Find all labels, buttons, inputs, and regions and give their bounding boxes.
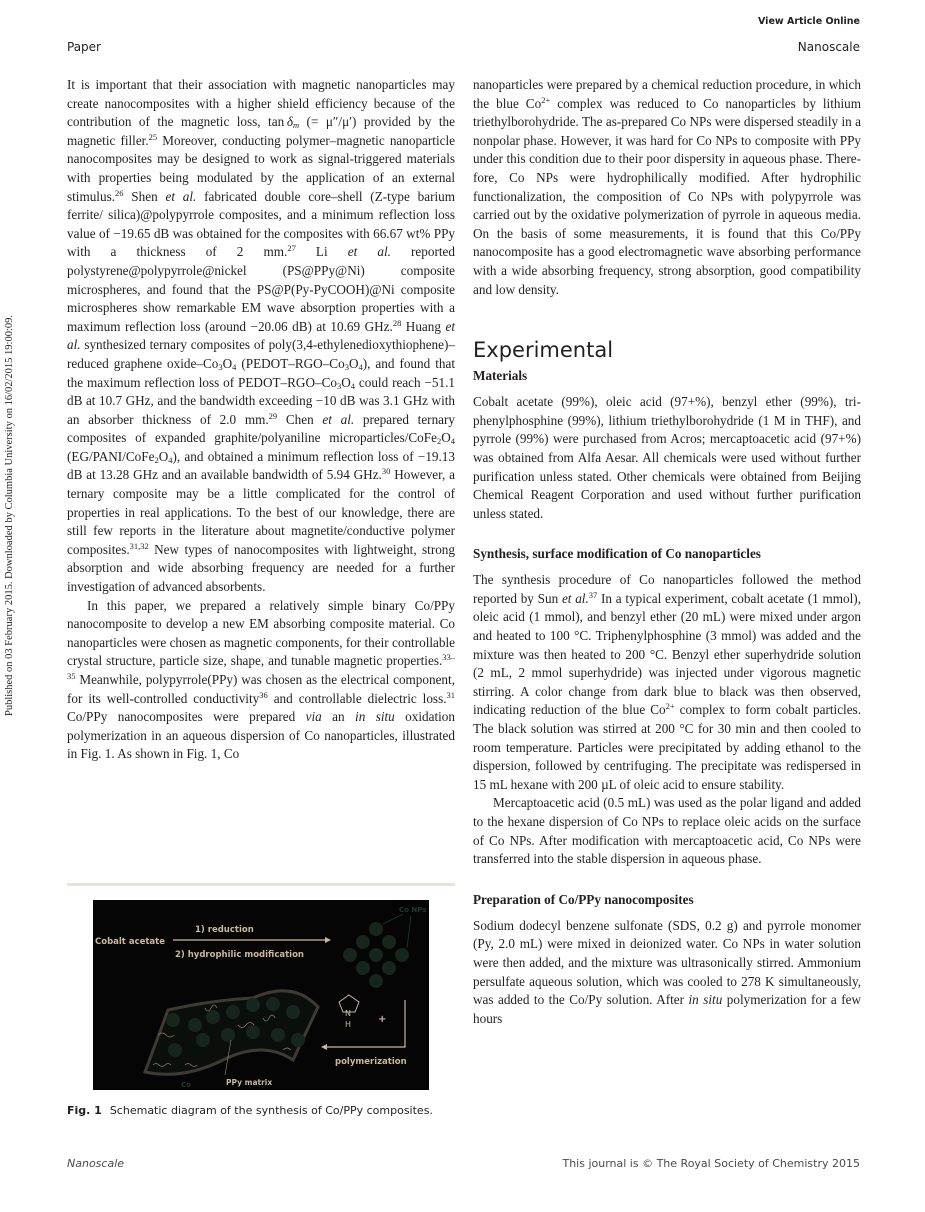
- label-plus: +: [378, 1014, 387, 1025]
- figure-1-caption: [67, 1104, 433, 1117]
- synthesis-paragraph-2: Mercaptoacetic acid (0.5 mL) was used as the polar ligand and added to the hexane dispersion of Co NPs to replace oleic acids on the surface of Co NPs. After modification with mercaptoacetic acid, Co NPs were transferred into the stable dispersion in aqueous phase.: [473, 795, 861, 867]
- right-column: [473, 76, 861, 1028]
- label-reduction: 1) reduction: [195, 925, 254, 935]
- materials-paragraph: Cobalt acetate (99%), oleic acid (97+%), benzyl ether (99%), triphenylphosphine (99%), lithium triethylborohydride (1 M in THF), and pyrrole (99%) were purchased from Acros; mercaptoacetic acid (97+%) was obtained from Alfa Aesar. All chemicals were used without further purification unless stated. Other chemicals were obtained from Beijing Chemical Reagent Corporation and used without further purification unless stated.: [473, 394, 861, 521]
- polymerization-arrow-icon: [327, 1000, 405, 1047]
- figure-1-schematic: [93, 900, 429, 1090]
- subsection-heading-materials: Materials: [473, 368, 528, 384]
- subsection-heading-preparation: Preparation of Co/PPy nanocomposites: [473, 891, 694, 907]
- publication-watermark-text: Published on 03 February 2015. Downloaded by Columbia University on 16/02/2015 19:00:09.: [4, 314, 15, 716]
- left-column: [67, 76, 455, 764]
- label-co: Co: [181, 1081, 191, 1089]
- citation-31-32[interactable]: 31,32: [129, 540, 149, 551]
- figure-label: Fig. 1: [67, 1104, 102, 1117]
- footer-journal-name: Nanoscale: [67, 1157, 125, 1170]
- publication-watermark: [4, 160, 20, 716]
- header-section-label: Paper: [67, 40, 101, 54]
- view-article-online-link[interactable]: View Article Online: [758, 16, 860, 27]
- co-nanoparticles-icon: [343, 922, 409, 988]
- label-co-nps: Co NPs: [399, 906, 427, 914]
- citation-31[interactable]: 31: [446, 689, 455, 700]
- citation-30[interactable]: 30: [381, 466, 391, 477]
- synthesis-paragraph-1: The synthesis procedure of Co nanoparticles followed the method reported by Sun et al.$^{37}$ In a typical experiment, cobalt acetate (1 mmol), oleic acid (1 mmol), and benzyl ether (20 mL) were mixed under argon and heated to 100 °C. Triphenylphosphine (3 mmol) was added and the mixture was then heated to 200 °C. Benzyl ether superhydride solution (2 mL, 2 mmol superhydride) was injected under vigorous magnetic stirring. A color change from dark blue to black was then observed, indicating reduction of the blue $Co^{2+}$ complex to form cobalt particles. The black solution was stirred at 200 °C for 30 min and then cooled to room temperature. Particles were precipitated by adding ethanol to the dispersion, followed by centrifuging. The precipitate was redispersed in 15 mL hexane with 200 µL of oleic acid to ensure stability.: [473, 572, 861, 792]
- intro-paragraph-2: In this paper, we prepared a relatively simple binary Co/PPy nanocomposite to develop a new EM absorbing composite material. Co nanoparticles were chosen as magnetic components, for their controllable crystal structure, particle size, shape, and tunable magnetic properties.$^{33-35}$ Meanwhile, polypyrrole(PPy) was chosen as the electrical component, for its well-controlled conductivity$^{36}$ and controllable dielectric loss.$^{31}$ Co/PPy nanocomposites were prepared via an in situ oxidation polymerization in an aqueous dispersion of Co nanoparticles, illustrated in Fig. 1. As shown in Fig. 1, Co: [67, 597, 455, 762]
- figure-caption-text: Schematic diagram of the synthesis of Co/PPy composites.: [109, 1104, 433, 1117]
- header-journal-name: Nanoscale: [797, 40, 860, 54]
- citation-33-35[interactable]: 33–35: [67, 652, 455, 681]
- citation-37[interactable]: 37: [588, 589, 598, 600]
- figure-divider: [67, 883, 455, 886]
- pyrrole-n: N: [345, 1009, 351, 1018]
- citation-36[interactable]: 36: [259, 689, 268, 700]
- subsection-heading-synthesis: Synthesis, surface modification of Co nanoparticles: [473, 546, 761, 562]
- citation-25[interactable]: 25: [148, 131, 158, 142]
- label-hydrophilic-modification: 2) hydrophilic modification: [175, 950, 304, 960]
- citation-28[interactable]: 28: [392, 317, 402, 328]
- citation-29[interactable]: 29: [268, 410, 278, 421]
- synthesis-diagram: [93, 900, 429, 1090]
- footer-copyright: This journal is © The Royal Society of Chemistry 2015: [562, 1157, 860, 1170]
- citation-27[interactable]: 27: [287, 243, 296, 254]
- citation-26[interactable]: 26: [115, 187, 124, 198]
- intro-paragraph-1: It is important that their association with magnetic nanoparticles may create nanocomposites with a higher shield efficiency because of the contribution of the magnetic loss, $\tan \delta_m$ (= μ″/μ′) provided by the magnetic filler.$^{25}$ Moreover, conducting polymer–magnetic nanoparticle nanocomposites may be designed to work as signal-triggered materials with properties being modulated by the application of an external stimulus.$^{26}$ Shen et al. fabricated double core–shell (Z-type barium ferrite/ silica)@polypyrrole composites, and a minimum reflection loss value of −19.65 dB was obtained for the composites with 66.67 wt% PPy with a thickness of 2 mm.$^{27}$ Li et al. reported polystyrene@polypyrrole@nickel (PS@PPy@Ni) composite microspheres, and found that the PS@P(Py-PyCOOH)@Ni composite microspheres show remarkable EM wave absorption properties with a maximum reflection loss (around −20.06 dB) at 10.69 GHz.$^{28}$ Huang et al. synthesized ternary composites of poly(3,4-ethylenedioxythiophene)–reduced graphene oxide–$Co_3O_4$ $(PEDOT-RGO-Co_3O_4)$, and found that the maximum reflection loss of PEDOT–$RGO-Co_3O_4$ could reach −51.1 dB at 10.7 GHz, and the bandwidth exceeding −10 dB was 3.1 GHz with an absorber thickness of 2.0 mm.$^{29}$ Chen et al. prepared ternary composites of expanded graphite/polyaniline microparticles/$CoFe_2O_4$ $(EG/PANI/CoFe_2O_4)$, and obtained a minimum reflection loss of −19.13 dB at 13.28 GHz and an available bandwidth of 5.94 GHz.$^{30}$ However, a ternary composite may be a little complicated for the control of properties in real applications. To the best of our knowledge, there are still few reports in the literature about magnetite/conductive polymer composites.$^{31,32}$ New types of nanocomposites with lightweight, strong absorption and wide absorbing frequency are needed for a further investigation of advanced absorbents.: [67, 77, 456, 595]
- preparation-paragraph: Sodium dodecyl benzene sulfonate (SDS, 0.2 g) and pyrrole monomer (Py, 2.0 mL) were mixed in deionized water. Co NPs in water solution were then added, and the mixture was ultrasonically stirred. Ammonium persulfate aqueous solution, which was cooled to 278 K simultaneously, was added to the Co/Py solution. After in situ polymerization for a few hours: [473, 917, 861, 1026]
- pyrrole-h: H: [345, 1020, 352, 1029]
- label-ppy-matrix: PPy matrix: [226, 1078, 273, 1087]
- intro-paragraph-3: nanoparticles were prepared by a chemical reduction procedure, in which the blue $Co^{2+}$ complex was reduced to Co nanoparticles by lithium triethylborohydride. The as-prepared Co NPs were dispersed steadily in a nonpolar phase. However, it was hard for Co NPs to composite with PPy under this condition due to their poor dispersity in aqueous phase. Therefore, Co NPs were hydrophilically modified. After hydrophilic functionalization, the composition of Co NPs with polypyrrole was carried out by the oxidative polymerization of pyrrole in aqueous media. On the basis of some measurements, it is found that this Co/PPy nanocomposite has a good electromagnetic wave absorbing performance with a wide absorbing frequency, strong absorption, good compatibility and low density.: [473, 77, 861, 297]
- label-polymerization: polymerization: [335, 1057, 407, 1067]
- label-cobalt-acetate: Cobalt acetate: [95, 937, 166, 947]
- section-heading-experimental: Experimental: [473, 338, 614, 363]
